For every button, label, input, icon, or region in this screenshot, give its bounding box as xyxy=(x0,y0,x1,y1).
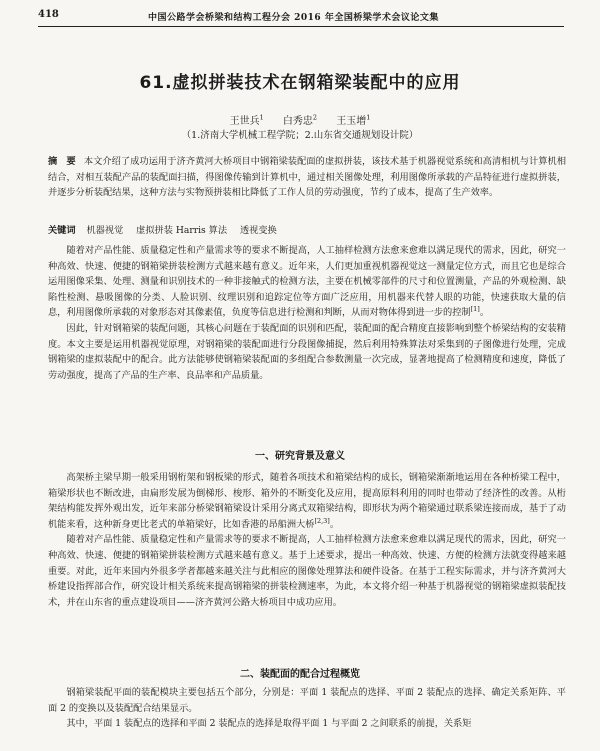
author-list xyxy=(0,112,600,127)
keyword: 透视变换 xyxy=(239,225,277,236)
keywords xyxy=(48,222,566,236)
author: 王玉增$^1$ xyxy=(336,113,371,127)
section1-body xyxy=(48,470,566,610)
affiliation: （1.济南大学机械工程学院；2.山东省交通规划设计院） xyxy=(181,130,419,141)
abstract-text: 本文介绍了成功运用于济齐黄河大桥项目中钢箱梁装配面的虚拟拼装，该技术基于机器视觉系统和高清相机与计算机相结合，对相互装配产品的装配面扫描，得图像传输到计算机中，通过相关图像处理，利用图像所承载的产品特征进行虚拟拼装，并逐步分析装配结果，这种方法与实物预拼装相比降低了工作人员的劳动强度，节约了成本，提高了生产效率。 xyxy=(48,156,567,199)
section2-paragraph: 其中，平面 1 装配点的选择和平面 2 装配点的选择是取得平面 1 与平面 2 之间联系的前提，关系矩 xyxy=(66,718,472,730)
abstract xyxy=(48,154,566,201)
section2-paragraph: 钢箱梁装配平面的装配模块主要包括五个部分，分别是：平面 1 装配点的选择、平面 2 装配点的选择、确定关系矩阵、平面 2 的变换以及装配配合结果显示。 xyxy=(48,687,566,714)
citation: [1] xyxy=(470,305,480,314)
keywords-label: 关键词 xyxy=(48,225,76,236)
abstract-label: 摘 要 xyxy=(48,156,76,167)
running-title: 中国公路学会桥梁和结构工程分会 2016 年全国桥梁学术会议论文集 xyxy=(148,13,439,23)
section1-paragraph: 随着对产品性能、质量稳定性和产量需求等的要求不断提高，人工抽样检测方法愈来愈难以满足现代的需求，因此，研究一种高效、快速、便捷的钢箱梁拼装检测方式越来越有意义。基于上述要求，提出一种高效、快速、方便的检测方法就变得越来越重要。对此，近年来国内外很多学者都越来越关注与此相应的图像处理算法和硬件设备。在基于工程实际需求，并与济齐黄河大桥建设指挥部合作，研究设计相关系统来提高钢箱梁的拼装检测速率，为此，本文将介绍一种基于机器视觉的钢箱梁虚拟装配技术，并在山东省的重点建设项目——济齐黄河公路大桥项目中成功应用。 xyxy=(48,534,566,608)
section-heading: 二、装配面的配合过程概览 xyxy=(240,669,360,680)
citation: [2,3] xyxy=(314,516,330,525)
page-number: 418 xyxy=(38,9,59,20)
running-header xyxy=(38,8,564,27)
article-title: 61.虚拟拼装技术在钢箱梁装配中的应用 xyxy=(139,73,461,93)
author: 王世兵$^1$ xyxy=(229,113,264,127)
intro-paragraph: 随着对产品性能、质量稳定性和产量需求等的要求不断提高，人工抽样检测方法愈来愈难以满足现代的需求，因此，研究一种高效、快速、便捷的钢箱梁拼装检测方式越来越有意义。近年来，人们更加重视机器视觉这一测量定位方式，而且它也是综合运用图像采集、处理、测量和识别技术的一种非接触式的检测方法，主要在机械零部件的尺寸和位置测量，产品的外观检测、缺陷性检测、悬吸图像的分类、人脸识别、纹理识别和追踪定位等方面广泛应用，用机器来代替人眼的功能，快速获取大量的信息，利用图像所承载的对象形态对其像素值，负度等信息进行检测和判断，从而对物体得到进一步的控制[1]。 xyxy=(48,245,566,319)
keyword: 虚拟拼装 Harris 算法 xyxy=(136,225,228,236)
intro-paragraph: 因此，针对钢箱梁的装配问题，其核心问题在于装配面的识别和匹配，装配面的配合精度直接影响到整个桥梁结构的安装精度。本文主要是运用机器视觉原理，对钢箱梁的装配面进行分段图像捕捉，然后利用特殊算法对采集到的子图像进行处理，完成钢箱梁的虚拟装配中的配合。此方法能够使钢箱梁装配面的多组配合参数测量一次完成，显著地提高了检测精度和速度，降低了劳动强度，提高了产品的生产率、良品率和产品质量。 xyxy=(48,322,566,381)
section2-body xyxy=(48,685,566,732)
section1-paragraph: 高架桥主梁早期一般采用钢桁架和钢板梁的形式，随着各项技术和箱梁结构的成长，钢箱梁渐渐地运用在各种桥梁工程中，箱梁形状也不断改进，由扁形发展为倒梯形、梭形、箱外的不断变化及应用，提高原料利用的同时也带动了经济性的改善。从桁架结构能发挥外观出发，近年来部分桥梁钢箱梁设计采用分离式双箱梁结构，即形状为两个箱梁通过联系梁连接而成，基于了动机能来看，这种新身更比老式的单箱梁好，比如香港的昂船洲大桥[2,3]。 xyxy=(48,472,566,530)
keyword: 机器视觉 xyxy=(86,225,124,236)
author: 白秀忠$^2$ xyxy=(282,113,318,127)
section-heading: 一、研究背景及意义 xyxy=(255,451,345,462)
intro-body xyxy=(48,243,566,383)
